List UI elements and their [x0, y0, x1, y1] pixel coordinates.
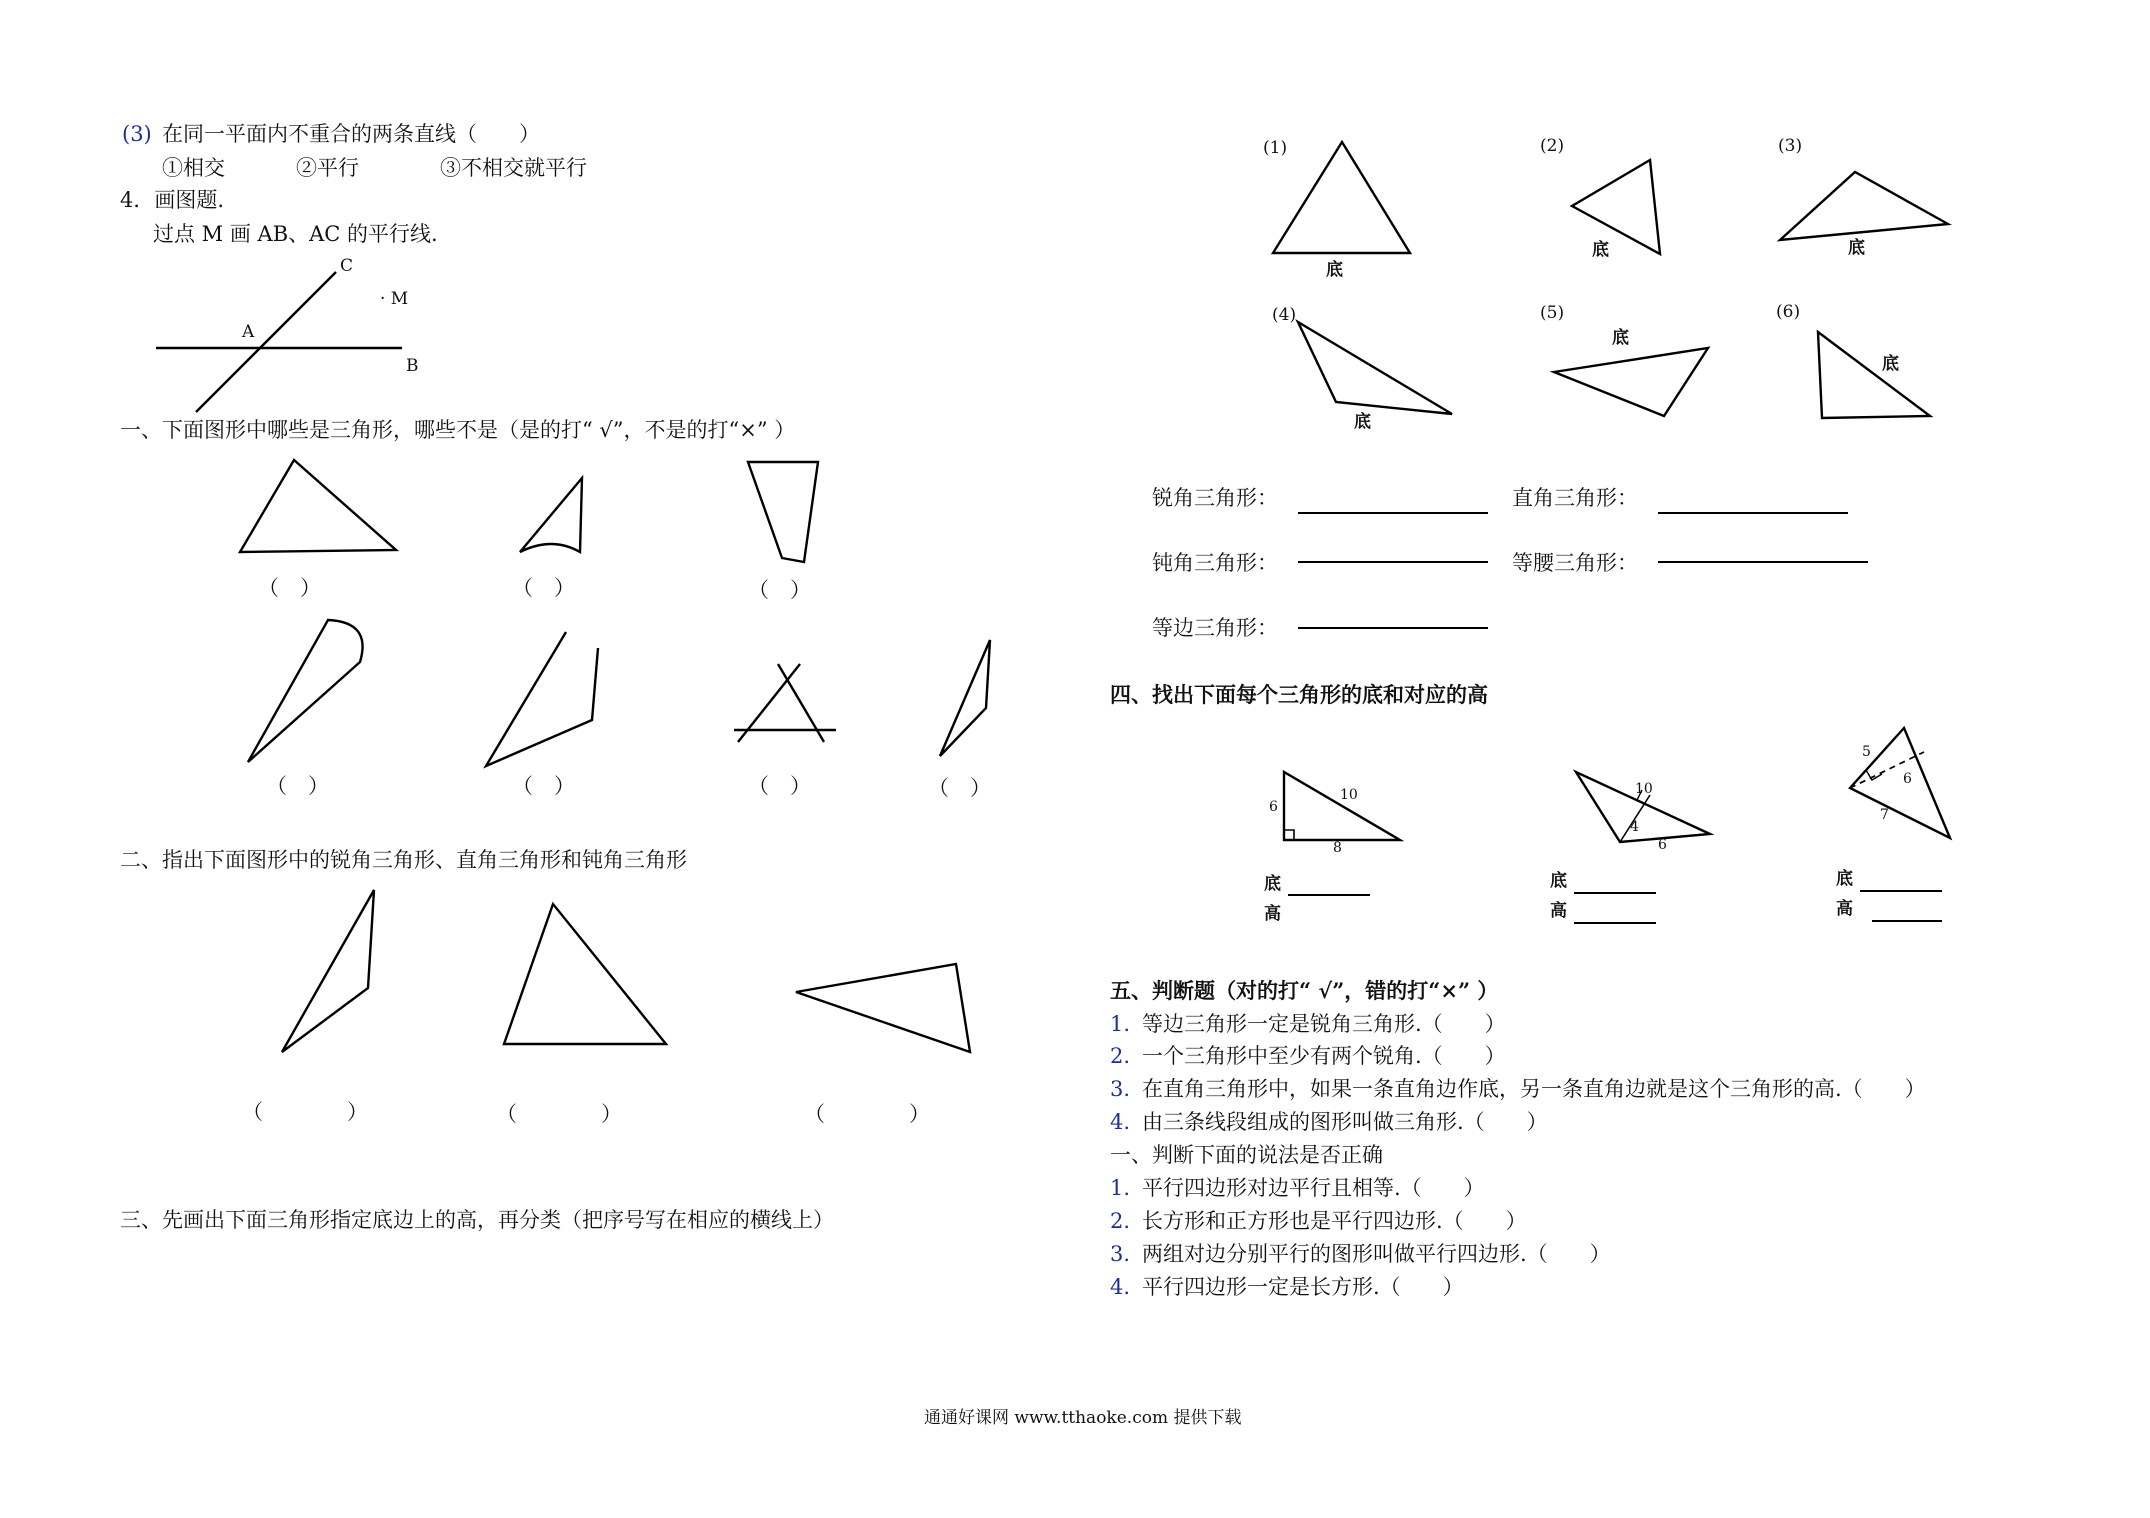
sec6-item-text: 两组对边分别平行的图形叫做平行四边形.（ ） [1142, 1242, 1611, 1266]
fig-right-triangle [1284, 772, 1400, 840]
tri-4 [1298, 322, 1452, 414]
tri-number: (5) [1540, 303, 1565, 323]
section-6-title: 一、判断下面的说法是否正确 [1110, 1143, 1383, 1167]
shape-thin-triangle [940, 640, 990, 756]
fig-number: 5 [1862, 744, 1871, 760]
answer-paren[interactable]: （ ） [496, 1102, 622, 1126]
answer-paren[interactable]: （ ） [748, 578, 811, 602]
base-blank-label: 底 [1550, 871, 1567, 891]
classify-equilateral-label: 等边三角形： [1152, 616, 1278, 640]
tri-number: (2) [1540, 136, 1565, 156]
tri-5 [1554, 348, 1708, 416]
base-blank-label: 底 [1836, 869, 1853, 889]
shape-triangle [240, 460, 396, 552]
answer-paren[interactable]: （ ） [266, 774, 329, 798]
fig3-height [1850, 752, 1924, 788]
tri-number: (6) [1776, 302, 1801, 322]
base-label: 底 [1882, 354, 1899, 374]
classify-obtuse-label: 钝角三角形： [1152, 551, 1278, 575]
answer-paren[interactable]: （ ） [748, 774, 811, 798]
fig-number: 6 [1903, 771, 1912, 787]
triangle-obtuse [282, 890, 374, 1052]
height-blank-label: 高 [1264, 904, 1281, 924]
fig-acute-triangle [1850, 728, 1950, 838]
fig-number: 6 [1269, 799, 1278, 815]
fig-number: 6 [1658, 837, 1667, 853]
base-label: 底 [1848, 238, 1865, 258]
label-b: B [406, 356, 419, 376]
q4-text: 过点 M 画 AB、AC 的平行线. [153, 222, 438, 246]
sec5-item-num: 4. [1110, 1110, 1131, 1134]
section-1-title: 一、下面图形中哪些是三角形，哪些不是（是的打“ √”，不是的打“×” ） [120, 418, 796, 442]
q3-question: 在同一平面内不重合的两条直线（ ） [162, 122, 540, 146]
tri-number: (3) [1778, 136, 1803, 156]
sec6-item-text: 平行四边形一定是长方形.（ ） [1142, 1275, 1464, 1299]
tri-2 [1572, 160, 1660, 254]
shape-curved-triangle [520, 478, 582, 552]
section-3-title: 三、先画出下面三角形指定底边上的高，再分类（把序号写在相应的横线上） [120, 1208, 834, 1232]
right-angle-mark [1284, 830, 1294, 840]
footer: 通通好课网 www.tthaoke.com 提供下载 [924, 1408, 1242, 1428]
tri-3 [1780, 172, 1948, 240]
base-blank-label: 底 [1264, 874, 1281, 894]
q3-number: (3) [122, 122, 152, 146]
answer-paren[interactable]: （ ） [512, 774, 575, 798]
sec5-item-text: 由三条线段组成的图形叫做三角形.（ ） [1142, 1110, 1548, 1134]
fig-number: 4 [1630, 819, 1639, 835]
section-2-title: 二、指出下面图形中的锐角三角形、直角三角形和钝角三角形 [120, 848, 687, 872]
sec5-item-text: 在直角三角形中，如果一条直角边作底，另一条直角边就是这个三角形的高.（ ） [1142, 1077, 1926, 1101]
base-label: 底 [1612, 328, 1629, 348]
base-label: 底 [1592, 240, 1609, 260]
tri-6 [1818, 332, 1930, 418]
fig-number: 7 [1880, 807, 1889, 823]
answer-paren[interactable]: （ ） [258, 576, 321, 600]
sec5-item-text: 等边三角形一定是锐角三角形.（ ） [1142, 1012, 1506, 1036]
sec5-item-num: 2. [1110, 1044, 1131, 1068]
sec6-item-num: 4. [1110, 1275, 1131, 1299]
sec6-item-num: 1. [1110, 1176, 1131, 1200]
shape-open-figure [486, 632, 598, 766]
classify-right-label: 直角三角形： [1512, 486, 1638, 510]
classify-isosceles-label: 等腰三角形： [1512, 551, 1638, 575]
shape-teardrop [248, 620, 363, 762]
q3-option-1: ①相交 [162, 156, 225, 180]
label-a: A [242, 322, 255, 342]
base-label: 底 [1326, 260, 1343, 280]
fig-number: 10 [1340, 787, 1358, 803]
shape-quadrilateral [748, 462, 818, 562]
fig-number: 8 [1333, 840, 1342, 856]
tri-number: (1) [1263, 138, 1288, 158]
sec6-item-text: 长方形和正方形也是平行四边形.（ ） [1142, 1209, 1527, 1233]
sec6-item-text: 平行四边形对边平行且相等.（ ） [1142, 1176, 1485, 1200]
sec6-item-num: 2. [1110, 1209, 1131, 1233]
section-5-title: 五、判断题（对的打“ √”，错的打“×” ） [1110, 978, 1499, 1003]
classify-acute-label: 锐角三角形： [1152, 486, 1278, 510]
q3-option-2: ②平行 [296, 156, 359, 180]
line-ac [196, 272, 336, 412]
sec5-item-num: 3. [1110, 1077, 1131, 1101]
sec5-item-num: 1. [1110, 1012, 1131, 1036]
sec5-item-text: 一个三角形中至少有两个锐角.（ ） [1142, 1044, 1506, 1068]
q4-title: 4．画图题. [120, 188, 225, 212]
sec6-item-num: 3. [1110, 1242, 1131, 1266]
triangle-acute [504, 904, 666, 1044]
answer-paren[interactable]: （ ） [804, 1102, 930, 1126]
right-angle-mark [1866, 770, 1882, 780]
height-blank-label: 高 [1550, 901, 1567, 921]
answer-paren[interactable]: （ ） [928, 776, 991, 800]
fig2-height [1620, 795, 1650, 842]
label-m: · M [380, 289, 409, 309]
base-label: 底 [1354, 412, 1371, 432]
triangle-obtuse-wide [796, 964, 970, 1052]
section-4-title: 四、找出下面每个三角形的底和对应的高 [1110, 682, 1488, 707]
tri-number: (4) [1272, 305, 1297, 325]
q3-option-3: ③不相交就平行 [440, 156, 587, 180]
answer-paren[interactable]: （ ） [242, 1100, 368, 1124]
fig-number: 10 [1635, 781, 1653, 797]
tri-1 [1273, 142, 1410, 253]
height-blank-label: 高 [1836, 899, 1853, 919]
label-c: C [340, 256, 354, 276]
answer-paren[interactable]: （ ） [512, 576, 575, 600]
